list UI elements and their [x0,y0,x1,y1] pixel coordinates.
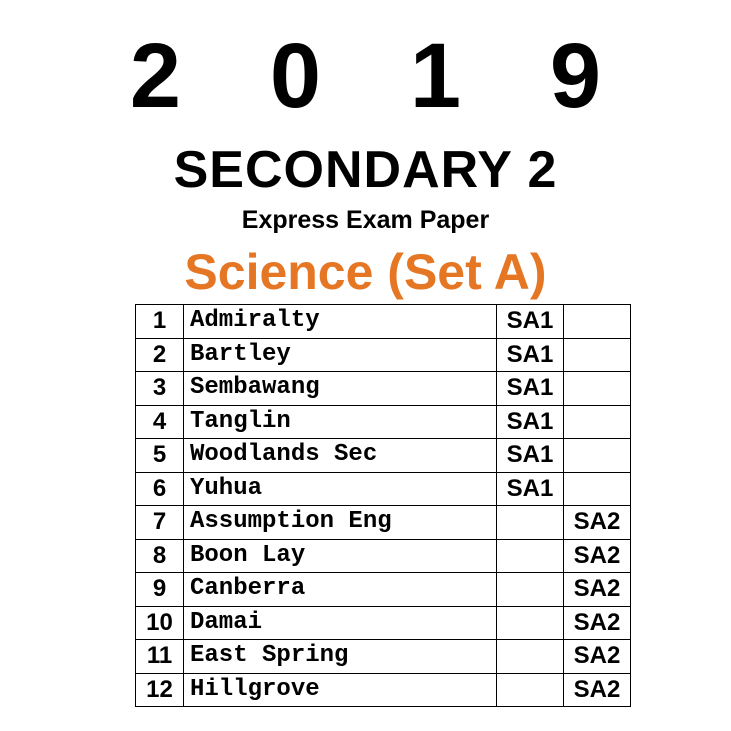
table-row [136,305,631,339]
table-row [136,338,631,372]
paper-subtitle: Express Exam Paper [241,206,490,234]
sa2-cell [564,439,631,473]
sa1-cell: SA1 [497,472,564,506]
sa1-cell: SA1 [497,405,564,439]
school-name-cell: Boon Lay [184,539,497,573]
table-row [136,405,631,439]
school-table [135,304,631,707]
sa1-cell: SA1 [497,439,564,473]
subject-title: Science (Set A) [184,244,547,300]
row-number-cell: 3 [136,372,184,406]
row-number-cell: 10 [136,606,184,640]
year-digit: 2 [129,25,182,127]
row-number-cell: 5 [136,439,184,473]
table-row [136,573,631,607]
sa2-cell [564,338,631,372]
sa1-cell: SA1 [497,372,564,406]
school-name-cell: Sembawang [184,372,497,406]
row-number-cell: 11 [136,640,184,674]
sa2-cell [564,372,631,406]
table-row [136,439,631,473]
school-name-cell: Yuhua [184,472,497,506]
sa1-cell [497,673,564,707]
sa1-cell [497,606,564,640]
sa2-cell: SA2 [564,606,631,640]
school-name-cell: Hillgrove [184,673,497,707]
school-table-body [136,305,631,707]
row-number-cell: 4 [136,405,184,439]
row-number-cell: 12 [136,673,184,707]
table-row [136,539,631,573]
school-name-cell: Canberra [184,573,497,607]
sa1-cell [497,539,564,573]
sa2-cell [564,305,631,339]
sa2-cell: SA2 [564,573,631,607]
year-digit: 0 [269,25,322,127]
table-row [136,506,631,540]
sa1-cell: SA1 [497,338,564,372]
row-number-cell: 9 [136,573,184,607]
year-heading [0,26,731,126]
table-row [136,640,631,674]
table-row [136,372,631,406]
table-row [136,472,631,506]
school-name-cell: Tanglin [184,405,497,439]
row-number-cell: 7 [136,506,184,540]
sa1-cell [497,573,564,607]
school-name-cell: Bartley [184,338,497,372]
sa2-cell: SA2 [564,506,631,540]
table-row [136,606,631,640]
sa2-cell [564,405,631,439]
school-name-cell: Assumption Eng [184,506,497,540]
sa1-cell [497,506,564,540]
row-number-cell: 8 [136,539,184,573]
sa1-cell [497,640,564,674]
year-digits [86,26,646,126]
school-name-cell: Damai [184,606,497,640]
sa2-cell: SA2 [564,640,631,674]
sa1-cell: SA1 [497,305,564,339]
table-row [136,673,631,707]
sa2-cell [564,472,631,506]
school-name-cell: East Spring [184,640,497,674]
year-digit: 9 [549,25,602,127]
row-number-cell: 1 [136,305,184,339]
row-number-cell: 6 [136,472,184,506]
sa2-cell: SA2 [564,539,631,573]
school-name-cell: Admiralty [184,305,497,339]
row-number-cell: 2 [136,338,184,372]
school-name-cell: Woodlands Sec [184,439,497,473]
year-digit: 1 [409,25,462,127]
level-title: SECONDARY 2 [173,141,558,199]
sa2-cell: SA2 [564,673,631,707]
